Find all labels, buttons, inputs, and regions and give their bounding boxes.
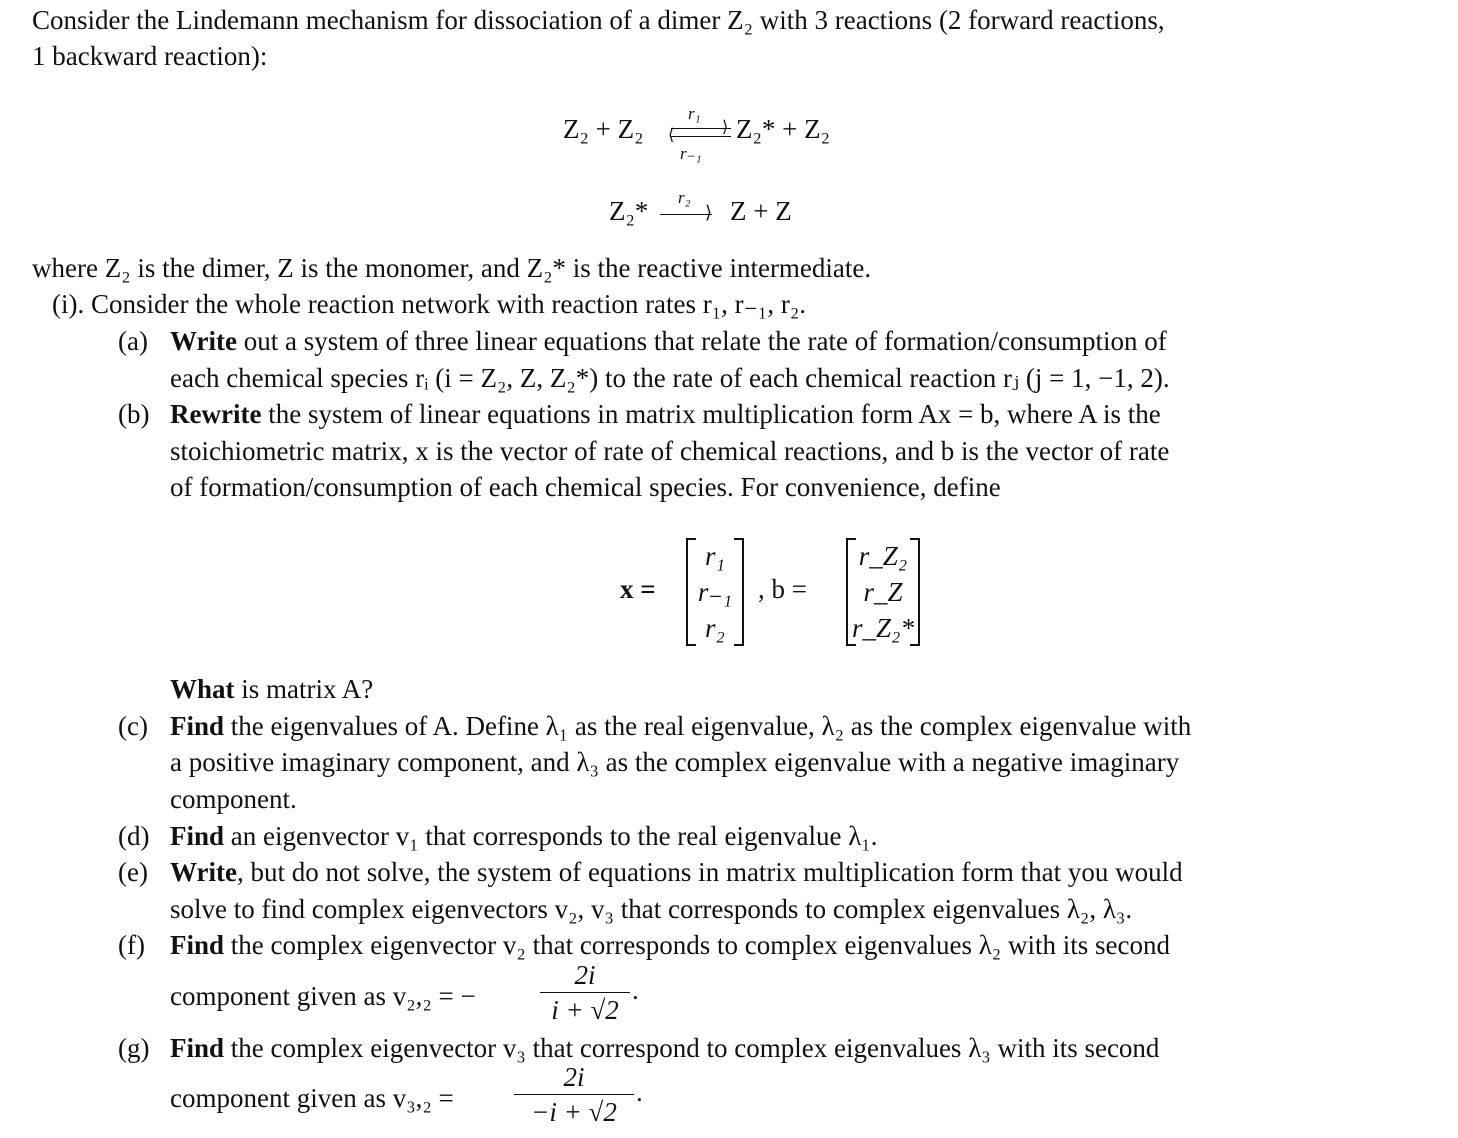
item-g-line-2: component given as v₃,₂ =	[170, 1083, 454, 1113]
item-f-label: (f)	[118, 930, 145, 960]
item-e-line-2: solve to find complex eigenvectors v₂, v₃ that corresponds to complex eigenvalues λ₂, λ₃.	[170, 894, 1133, 924]
x-label: x =	[620, 574, 656, 604]
reaction1-right: Z₂* + Z₂	[736, 114, 831, 144]
fraction-denominator: −i + √2	[531, 1097, 617, 1127]
where-line: where Z₂ is the dimer, Z is the monomer, and Z₂* is the reactive intermediate.	[32, 253, 872, 283]
item-b-line-3: of formation/consumption of each chemical species. For convenience, define	[170, 472, 1001, 502]
b-entry: r_Z₂*	[852, 613, 914, 643]
backward-arrow	[671, 136, 731, 137]
backward-arrow-head: ⟨	[668, 127, 675, 144]
x-entry: r₂	[705, 613, 725, 643]
reaction1-left: Z₂ + Z₂	[563, 114, 644, 144]
x-entry: r₁	[705, 541, 725, 571]
period: .	[632, 975, 639, 1005]
item-d-line: Find an eigenvector v₁ that corresponds to the real eigenvalue λ₁.	[170, 821, 878, 851]
item-c-line-1: Find the eigenvalues of A. Define λ₁ as the real eigenvalue, λ₂ as the complex eigenvalue with	[170, 711, 1192, 741]
item-g-fraction	[514, 1060, 634, 1129]
item-a-label: (a)	[118, 326, 148, 356]
reaction2-label: r₂	[678, 188, 691, 207]
fraction-numerator: 2i	[514, 1060, 634, 1095]
reaction1-forward-label: r₁	[688, 104, 701, 123]
intro-line-2: 1 backward reaction):	[32, 41, 268, 71]
x-vector	[686, 538, 744, 646]
x-entry: r₋₁	[697, 577, 733, 607]
what-is-A: What is matrix A?	[170, 674, 374, 704]
forward-arrow-head: ⟩	[722, 119, 729, 136]
item-a-line-1: Write out a system of three linear equations that relate the rate of formation/consumption of	[170, 326, 1167, 356]
reaction2-arrow-head: ⟩	[705, 202, 713, 222]
b-vector	[846, 538, 920, 646]
b-entry: r_Z₂	[858, 541, 908, 571]
b-entry: r_Z	[863, 577, 903, 607]
item-e-line-1: Write, but do not solve, the system of equations in matrix multiplication form that you would	[170, 857, 1183, 887]
fraction-numerator: 2i	[540, 958, 630, 993]
item-a-line-2: each chemical species rᵢ (i = Z₂, Z, Z₂*) to the rate of each chemical reaction rⱼ (j = 1, −1, 2).	[170, 363, 1170, 393]
intro-line-1: Consider the Lindemann mechanism for dissociation of a dimer Z₂ with 3 reactions (2 forward reactions,	[32, 5, 1165, 35]
reaction1-backward-label: r₋₁	[680, 144, 702, 163]
period: .	[636, 1077, 643, 1107]
item-g-line-1: Find the complex eigenvector v₃ that correspond to complex eigenvalues λ₃ with its second	[170, 1033, 1160, 1063]
reaction2-right: Z + Z	[730, 196, 792, 226]
item-e-label: (e)	[118, 857, 148, 887]
reaction2-left: Z₂*	[609, 196, 649, 226]
item-c-label: (c)	[118, 711, 148, 741]
item-f-line-2: component given as v₂,₂ = −	[170, 981, 476, 1011]
item-b-label: (b)	[118, 399, 150, 429]
item-b-line-1: Rewrite the system of linear equations in matrix multiplication form Ax = b, where A is the	[170, 399, 1161, 429]
item-c-line-3: component.	[170, 784, 297, 814]
b-label: , b =	[758, 574, 807, 604]
item-f-fraction	[540, 958, 630, 1027]
item-b-line-2: stoichiometric matrix, x is the vector of rate of chemical reactions, and b is the vector of rate	[170, 436, 1170, 466]
part-i: (i). Consider the whole reaction network with reaction rates r₁, r₋₁, r₂.	[52, 289, 806, 319]
item-c-line-2: a positive imaginary component, and λ₃ as the complex eigenvalue with a negative imaginary	[170, 747, 1180, 777]
item-f-line-1: Find the complex eigenvector v₂ that corresponds to complex eigenvalues λ₂ with its second	[170, 930, 1170, 960]
item-d-label: (d)	[118, 821, 150, 851]
fraction-denominator: i + √2	[551, 995, 619, 1025]
item-g-label: (g)	[118, 1033, 150, 1063]
